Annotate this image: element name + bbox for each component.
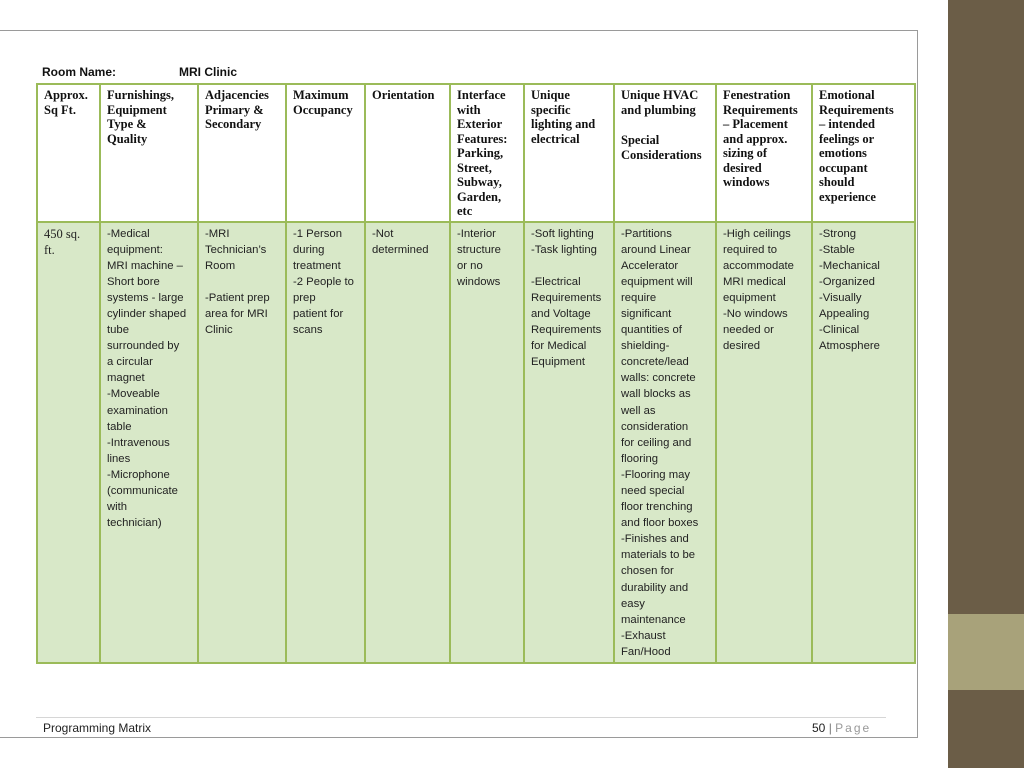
text-line: – Placement (723, 117, 788, 131)
room-name-line (42, 65, 238, 79)
document-page (0, 30, 918, 738)
text-line: Adjacencies (205, 88, 269, 102)
text-line: lighting and (531, 117, 596, 131)
text-line: ft. (44, 242, 55, 257)
text-line: Special (621, 133, 660, 147)
cell-max-occupancy (286, 222, 365, 664)
text-line: -2 People to (293, 275, 354, 288)
text-line: MRI medical (723, 275, 786, 288)
text-line: MRI machine – (107, 259, 183, 272)
text-line: equipment will (621, 275, 693, 288)
text-line: magnet (107, 372, 145, 385)
text-line: table (107, 420, 132, 433)
text-line: tube (107, 324, 129, 337)
page-word: Page (835, 721, 872, 735)
text-line: during (293, 243, 325, 256)
text-line: -Patient prep (205, 291, 270, 304)
text-line: -Mechanical (819, 259, 880, 272)
cell-adjacencies (198, 222, 286, 664)
text-line: Features: (457, 131, 508, 146)
text-line: around Linear (621, 243, 691, 256)
text-line: patient for (293, 307, 344, 320)
text-line: and approx. (723, 131, 788, 146)
text-line: -Interior (457, 227, 496, 240)
text-line: systems - large (107, 291, 184, 304)
text-line: surrounded by (107, 340, 180, 353)
header-emotional (812, 84, 915, 222)
text-line: Equipment (531, 356, 586, 369)
header-lighting (524, 84, 614, 222)
text-line: and Voltage (531, 307, 591, 320)
text-line: -Soft lighting (531, 227, 594, 240)
text-line: scans (293, 324, 323, 337)
text-line: or no (457, 259, 483, 272)
text-line: experience (819, 189, 876, 204)
text-line: Considerations (621, 147, 702, 162)
cell-orientation (365, 222, 450, 664)
text-line: maintenance (621, 613, 686, 626)
cell-hvac (614, 222, 716, 664)
text-line: desired (723, 160, 762, 175)
text-line: quantities of (621, 324, 682, 337)
text-line: -Task lighting (531, 243, 597, 256)
cell-interface (450, 222, 524, 664)
text-line: with (107, 501, 128, 514)
text-line: equipment: (107, 243, 163, 256)
text-line: -Flooring may (621, 468, 691, 481)
text-line: Appealing (819, 307, 870, 320)
footer-title: Programming Matrix (43, 721, 152, 735)
text-line: determined (372, 243, 429, 256)
text-line: Parking, (457, 146, 504, 160)
text-line: well as (621, 404, 656, 417)
text-line: examination (107, 404, 168, 417)
text-line: sizing of (723, 146, 768, 160)
text-line: Requirements (531, 291, 602, 304)
header-fenestration (716, 84, 812, 222)
slide-side-accent (948, 614, 1024, 690)
text-line: significant (621, 307, 672, 320)
text-line: Maximum (293, 88, 349, 102)
table-row (37, 222, 915, 664)
text-line: needed or (723, 324, 774, 337)
text-line: -Stable (819, 243, 855, 256)
text-line: Occupancy (293, 102, 353, 117)
text-line: Secondary (205, 117, 262, 131)
text-line: Room (205, 259, 236, 272)
room-name-value: MRI Clinic (179, 65, 238, 79)
text-line: and plumbing (621, 102, 696, 117)
text-line: -Exhaust (621, 629, 666, 642)
text-line: Exterior (457, 117, 503, 131)
text-line: -Moveable (107, 388, 160, 401)
text-line: treatment (293, 259, 341, 272)
text-line: should (819, 175, 855, 189)
text-line: accommodate (723, 259, 794, 272)
footer-divider (36, 717, 886, 718)
room-name-label: Room Name: (42, 65, 117, 79)
text-line: desired (723, 340, 761, 353)
text-line: Emotional (819, 88, 875, 102)
text-line: Unique HVAC (621, 88, 699, 102)
header-furnishings (100, 84, 198, 222)
text-line: require (621, 291, 657, 304)
text-line: -Electrical (531, 275, 581, 288)
text-line: concrete/lead (621, 356, 689, 369)
header-interface (450, 84, 524, 222)
text-line: area for MRI (205, 307, 268, 320)
text-line: -Not (372, 227, 394, 240)
text-line: Equipment (107, 102, 167, 117)
text-line: specific (531, 102, 571, 117)
text-line: equipment (723, 291, 776, 304)
text-line: Approx. (44, 88, 88, 102)
text-line: Unique (531, 88, 570, 102)
text-line: Furnishings, (107, 88, 175, 102)
text-line: -Partitions (621, 227, 672, 240)
text-line: need special (621, 485, 685, 497)
text-line (531, 258, 607, 274)
text-line: cylinder shaped (107, 307, 187, 320)
text-line: Primary & (205, 102, 264, 117)
text-line: shielding- (621, 340, 670, 353)
text-line: Short bore (107, 275, 160, 288)
text-line: Quality (107, 131, 148, 146)
text-line: Technician’s (205, 243, 267, 256)
cell-lighting (524, 222, 614, 664)
text-line: consideration (621, 420, 689, 433)
text-line: Subway, (457, 175, 502, 189)
text-line: -Medical (107, 227, 150, 240)
header-orientation (365, 84, 450, 222)
text-line: prep (293, 291, 316, 304)
footer-page-number (812, 721, 871, 735)
text-line: -Organized (819, 275, 875, 288)
text-line: -Clinical (819, 324, 860, 337)
text-line: -MRI (205, 227, 230, 240)
page-number: 50 (812, 721, 826, 735)
text-line: 450 sq. (44, 226, 81, 241)
text-line: for Medical (531, 340, 587, 353)
header-adjacencies (198, 84, 286, 222)
text-line: -Intravenous (107, 436, 170, 449)
text-line: electrical (531, 131, 580, 146)
text-line: -No windows (723, 307, 788, 320)
text-line: – intended (819, 117, 875, 131)
cell-fenestration (716, 222, 812, 664)
text-line: flooring (621, 452, 659, 465)
text-line: emotions (819, 146, 867, 160)
header-hvac (614, 84, 716, 222)
text-line: windows (723, 175, 770, 189)
cell-furnishings (100, 222, 198, 664)
text-line: -Visually (819, 291, 862, 304)
cell-sqft (37, 222, 100, 664)
cell-emotional (812, 222, 915, 664)
text-line: Atmosphere (819, 340, 880, 353)
text-line: Orientation (372, 88, 435, 102)
text-line: Garden, (457, 189, 502, 204)
text-line: -Microphone (107, 468, 170, 481)
header-sqft (37, 84, 100, 222)
text-line: Fenestration (723, 88, 791, 102)
text-line: chosen for (621, 565, 674, 578)
text-line: -Finishes and (621, 533, 689, 546)
text-line: with (457, 102, 481, 117)
text-line: lines (107, 452, 131, 465)
text-line: Requirements (723, 102, 798, 117)
text-line: easy (621, 597, 645, 610)
text-line: feelings or (819, 131, 875, 146)
text-line: Sq Ft. (44, 102, 76, 117)
text-line: technician) (107, 517, 162, 530)
text-line: Requirements (819, 102, 894, 117)
text-line: Street, (457, 160, 492, 175)
text-line: Accelerator (621, 259, 679, 272)
text-line: walls: concrete (621, 372, 696, 385)
text-line: and floor boxes (621, 517, 699, 530)
text-line: durability and (621, 581, 689, 594)
text-line: for ceiling and (621, 436, 692, 449)
text-line: Interface (457, 88, 506, 102)
text-line: Requirements (531, 323, 602, 336)
text-line: -1 Person (293, 227, 342, 240)
text-line: Fan/Hood (621, 645, 671, 658)
text-line: -Strong (819, 227, 857, 240)
text-line: wall blocks as (621, 388, 691, 401)
programming-matrix-table (36, 83, 916, 664)
text-line: Type & (107, 117, 147, 131)
text-line: etc (457, 204, 473, 218)
text-line: a circular (107, 356, 153, 369)
text-line: windows (457, 275, 501, 288)
text-line: structure (457, 243, 501, 256)
text-line: -High ceilings (723, 227, 791, 240)
text-line: (communicate (107, 485, 178, 497)
text-line: occupant (819, 160, 868, 175)
text-line (621, 117, 709, 133)
text-line: required to (723, 243, 778, 256)
header-row (37, 84, 915, 222)
page-separator: | (828, 721, 832, 735)
text-line: Clinic (205, 323, 233, 336)
text-line: floor trenching (621, 501, 693, 514)
text-line (205, 274, 279, 290)
header-max-occupancy (286, 84, 365, 222)
text-line: materials to be (621, 549, 696, 562)
